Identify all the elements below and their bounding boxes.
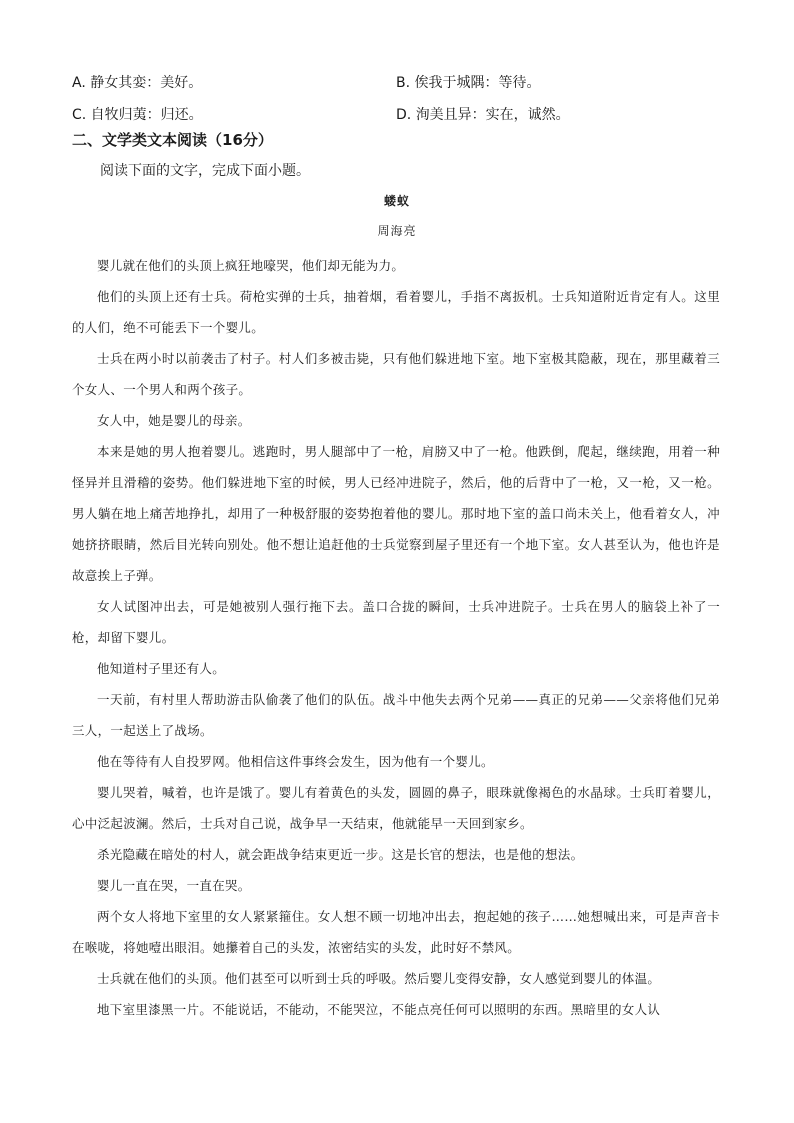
story-author: 周海亮 bbox=[377, 224, 417, 238]
story-title: 蝼蚁 bbox=[383, 194, 410, 208]
paragraph: 婴儿就在他们的头顶上疯狂地嚎哭，他们却无能为力。 bbox=[97, 258, 405, 273]
paragraph: 一天前，有村里人帮助游击队偷袭了他们的队伍。战斗中他失去两个兄弟——真正的兄弟——父亲将他们兄弟三人，一起送上了战场。 bbox=[72, 692, 720, 738]
paragraph: 本来是她的男人抱着婴儿。逃跑时，男人腿部中了一枪，肩膀又中了一枪。他跌倒，爬起，继续跑，用着一种怪异并且滑稽的姿势。他们躲进地下室的时候，男人已经冲进院子，然后，他的后背中了一枪，又一枪，又一枪。男人躺在地上痛苦地挣扎，却用了一种极舒服的姿势抱着他的婴儿。那时地下室的盖口尚未关上，他看着女人，冲她挤挤眼睛，然后目光转向别处。他不想让追赶他的士兵觉察到屋子里还有一个地下室。女人甚至认为，他也许是故意挨上子弹。 bbox=[72, 444, 720, 583]
paragraph: 他在等待有人自投罗网。他相信这件事终会发生，因为他有一个婴儿。 bbox=[97, 754, 494, 769]
section-heading: 二、文学类文本阅读（16分） bbox=[72, 131, 273, 149]
paragraph: 女人试图冲出去，可是她被别人强行拖下去。盖口合拢的瞬间，士兵冲进院子。士兵在男人的脑袋上补了一枪，却留下婴儿。 bbox=[72, 599, 720, 645]
paragraph: 士兵在两小时以前袭击了村子。村人们多被击毙，只有他们躲进地下室。地下室极其隐蔽，现在，那里藏着三个女人、一个男人和两个孩子。 bbox=[72, 351, 720, 397]
option-a: A. 静女其娈：美好。 bbox=[72, 75, 203, 91]
option-c: C. 自牧归荑：归还。 bbox=[72, 107, 203, 123]
paragraph: 他知道村子里还有人。 bbox=[97, 661, 226, 676]
paragraph: 士兵就在他们的头顶。他们甚至可以听到士兵的呼吸。然后婴儿变得安静，女人感觉到婴儿的体温。 bbox=[97, 971, 661, 986]
option-row bbox=[72, 98, 732, 130]
paragraph: 婴儿一直在哭，一直在哭。 bbox=[97, 878, 251, 893]
paragraph: 两个女人将地下室里的女人紧紧箍住。女人想不顾一切地冲出去，抱起她的孩子……她想喊出来，可是声音卡在喉咙，将她噎出眼泪。她攥着自己的头发，浓密结实的头发，此时好不禁风。 bbox=[72, 909, 720, 955]
option-d: D. 洵美且异：实在，诚然。 bbox=[396, 107, 570, 123]
paragraph: 女人中，她是婴儿的母亲。 bbox=[97, 413, 251, 428]
answer-options bbox=[72, 66, 732, 130]
reading-instruction: 阅读下面的文字，完成下面小题。 bbox=[100, 163, 310, 179]
paragraph: 地下室里漆黑一片。不能说话，不能动，不能哭泣，不能点亮任何可以照明的东西。黑暗里的女人认 bbox=[97, 1002, 661, 1017]
paragraph: 他们的头顶上还有士兵。荷枪实弹的士兵，抽着烟，看着婴儿，手指不离扳机。士兵知道附近肯定有人。这里的人们，绝不可能丢下一个婴儿。 bbox=[72, 289, 720, 335]
option-b: B. 俟我于城隅：等待。 bbox=[396, 75, 541, 91]
paragraph: 婴儿哭着，喊着，也许是饿了。婴儿有着黄色的头发，圆圆的鼻子，眼珠就像褐色的水晶球。士兵盯着婴儿，心中泛起波澜。然后，士兵对自己说，战争早一天结束，他就能早一天回到家乡。 bbox=[72, 785, 720, 831]
option-row bbox=[72, 66, 732, 98]
story-body bbox=[72, 250, 720, 1025]
paragraph: 杀光隐藏在暗处的村人，就会距战争结束更近一步。这是长官的想法，也是他的想法。 bbox=[97, 847, 584, 862]
